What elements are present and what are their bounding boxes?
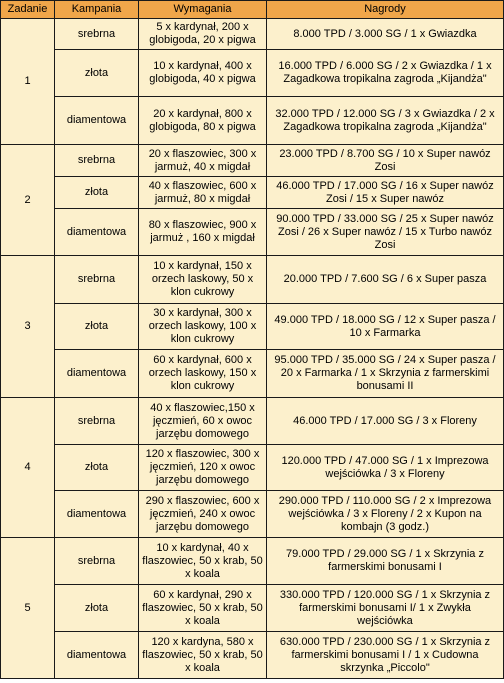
rewards-cell: 95.000 TPD / 35.000 SG / 24 x Super pasza / 20 x Farmarka / 1 x Skrzynia z farmerskimi bonusami II <box>267 350 504 398</box>
requirements-cell: 40 x flaszowiec,150 x jęczmień, 60 x owoc jarzębu domowego <box>139 398 267 445</box>
header-nagrody: Nagrody <box>267 1 504 19</box>
campaign-cell: srebrna <box>55 19 139 50</box>
requirements-cell: 10 x kardynał, 400 x globigoda, 40 x pigwa <box>139 50 267 97</box>
table-row <box>1 177 504 209</box>
table-row <box>1 585 504 632</box>
requirements-cell: 20 x kardynał, 800 x globigoda, 80 x pigwa <box>139 97 267 145</box>
task-number: 1 <box>1 19 55 145</box>
campaign-cell: diamentowa <box>55 632 139 679</box>
requirements-cell: 10 x kardynał, 150 x orzech laskowy, 50 x klon cukrowy <box>139 256 267 304</box>
table-row <box>1 538 504 585</box>
rewards-cell: 46.000 TPD / 17.000 SG / 3 x Floreny <box>267 398 504 445</box>
header-row <box>1 1 504 19</box>
campaign-cell: diamentowa <box>55 491 139 538</box>
table-row <box>1 145 504 177</box>
campaign-cell: złota <box>55 304 139 350</box>
header-zadanie: Zadanie <box>1 1 55 19</box>
rewards-cell: 79.000 TPD / 29.000 SG / 1 x Skrzynia z farmerskimi bonusami I <box>267 538 504 585</box>
requirements-cell: 290 x flaszowiec, 600 x jęczmień, 240 x owoc jarzębu domowego <box>139 491 267 538</box>
table-row <box>1 398 504 445</box>
rewards-cell: 23.000 TPD / 8.700 SG / 10 x Super nawóz Zosi <box>267 145 504 177</box>
rewards-cell: 290.000 TPD / 110.000 SG / 2 x Imprezowa wejściówka / 3 x Floreny / 2 x Kupon na kombajn (3 godz.) <box>267 491 504 538</box>
table-row <box>1 256 504 304</box>
task-number: 2 <box>1 145 55 256</box>
rewards-cell: 49.000 TPD / 18.000 SG / 12 x Super pasza / 10 x Farmarka <box>267 304 504 350</box>
rewards-cell: 630.000 TPD / 230.000 SG / 1 x Skrzynia z farmerskimi bonusami I / 1 x Cudowna skrzynka „Piccolo" <box>267 632 504 679</box>
campaign-cell: złota <box>55 50 139 97</box>
header-wymagania: Wymagania <box>139 1 267 19</box>
campaign-cell: srebrna <box>55 398 139 445</box>
rewards-cell: 8.000 TPD / 3.000 SG / 1 x Gwiazdka <box>267 19 504 50</box>
table-row <box>1 209 504 256</box>
requirements-cell: 60 x kardynał, 290 x flaszowiec, 50 x krab, 50 x koala <box>139 585 267 632</box>
campaign-cell: srebrna <box>55 538 139 585</box>
table-row <box>1 97 504 145</box>
table-row <box>1 491 504 538</box>
rewards-cell: 330.000 TPD / 120.000 SG / 1 x Skrzynia z farmerskimi bonusami I/ 1 x Zwykła wejściówka <box>267 585 504 632</box>
requirements-cell: 120 x kardyna, 580 x flaszowiec, 50 x krab, 50 x koala <box>139 632 267 679</box>
table-row <box>1 350 504 398</box>
task-number: 3 <box>1 256 55 398</box>
campaign-cell: złota <box>55 585 139 632</box>
rewards-cell: 46.000 TPD / 17.000 SG / 16 x Super nawóz Zosi / 15 x Super nawóz <box>267 177 504 209</box>
rewards-cell: 120.000 TPD / 47.000 SG / 1 x Imprezowa wejściówka / 3 x Floreny <box>267 445 504 491</box>
requirements-cell: 80 x flaszowiec, 900 x jarmuż , 160 x migdał <box>139 209 267 256</box>
requirements-cell: 20 x flaszowiec, 300 x jarmuż, 40 x migdał <box>139 145 267 177</box>
rewards-cell: 32.000 TPD / 12.000 SG / 3 x Gwiazdka / 2 x Zagadkowa tropikalna zagroda „Kijandża" <box>267 97 504 145</box>
rewards-cell: 90.000 TPD / 33.000 SG / 25 x Super nawóz Zosi / 26 x Super nawóz / 15 x Turbo nawóz Zosi <box>267 209 504 256</box>
table-row <box>1 304 504 350</box>
table-row <box>1 19 504 50</box>
campaign-cell: diamentowa <box>55 97 139 145</box>
campaign-cell: srebrna <box>55 145 139 177</box>
campaign-cell: srebrna <box>55 256 139 304</box>
table-row <box>1 50 504 97</box>
rewards-cell: 20.000 TPD / 7.600 SG / 6 x Super pasza <box>267 256 504 304</box>
requirements-cell: 40 x flaszowiec, 600 x jarmuż, 80 x migdał <box>139 177 267 209</box>
campaign-cell: złota <box>55 445 139 491</box>
task-number: 5 <box>1 538 55 679</box>
requirements-cell: 10 x kardynał, 40 x flaszowiec, 50 x krab, 50 x koala <box>139 538 267 585</box>
table-row <box>1 445 504 491</box>
header-kampania: Kampania <box>55 1 139 19</box>
requirements-cell: 30 x kardynał, 300 x orzech laskowy, 100 x klon cukrowy <box>139 304 267 350</box>
campaign-cell: diamentowa <box>55 209 139 256</box>
campaign-cell: diamentowa <box>55 350 139 398</box>
requirements-cell: 60 x kardynał, 600 x orzech laskowy, 150 x klon cukrowy <box>139 350 267 398</box>
requirements-cell: 5 x kardynał, 200 x globigoda, 20 x pigwa <box>139 19 267 50</box>
campaign-cell: złota <box>55 177 139 209</box>
requirements-cell: 120 x flaszowiec, 300 x jęczmień, 120 x owoc jarzębu domowego <box>139 445 267 491</box>
task-number: 4 <box>1 398 55 538</box>
rewards-cell: 16.000 TPD / 6.000 SG / 2 x Gwiazdka / 1 x Zagadkowa tropikalna zagroda „Kijandża" <box>267 50 504 97</box>
table-row <box>1 632 504 679</box>
